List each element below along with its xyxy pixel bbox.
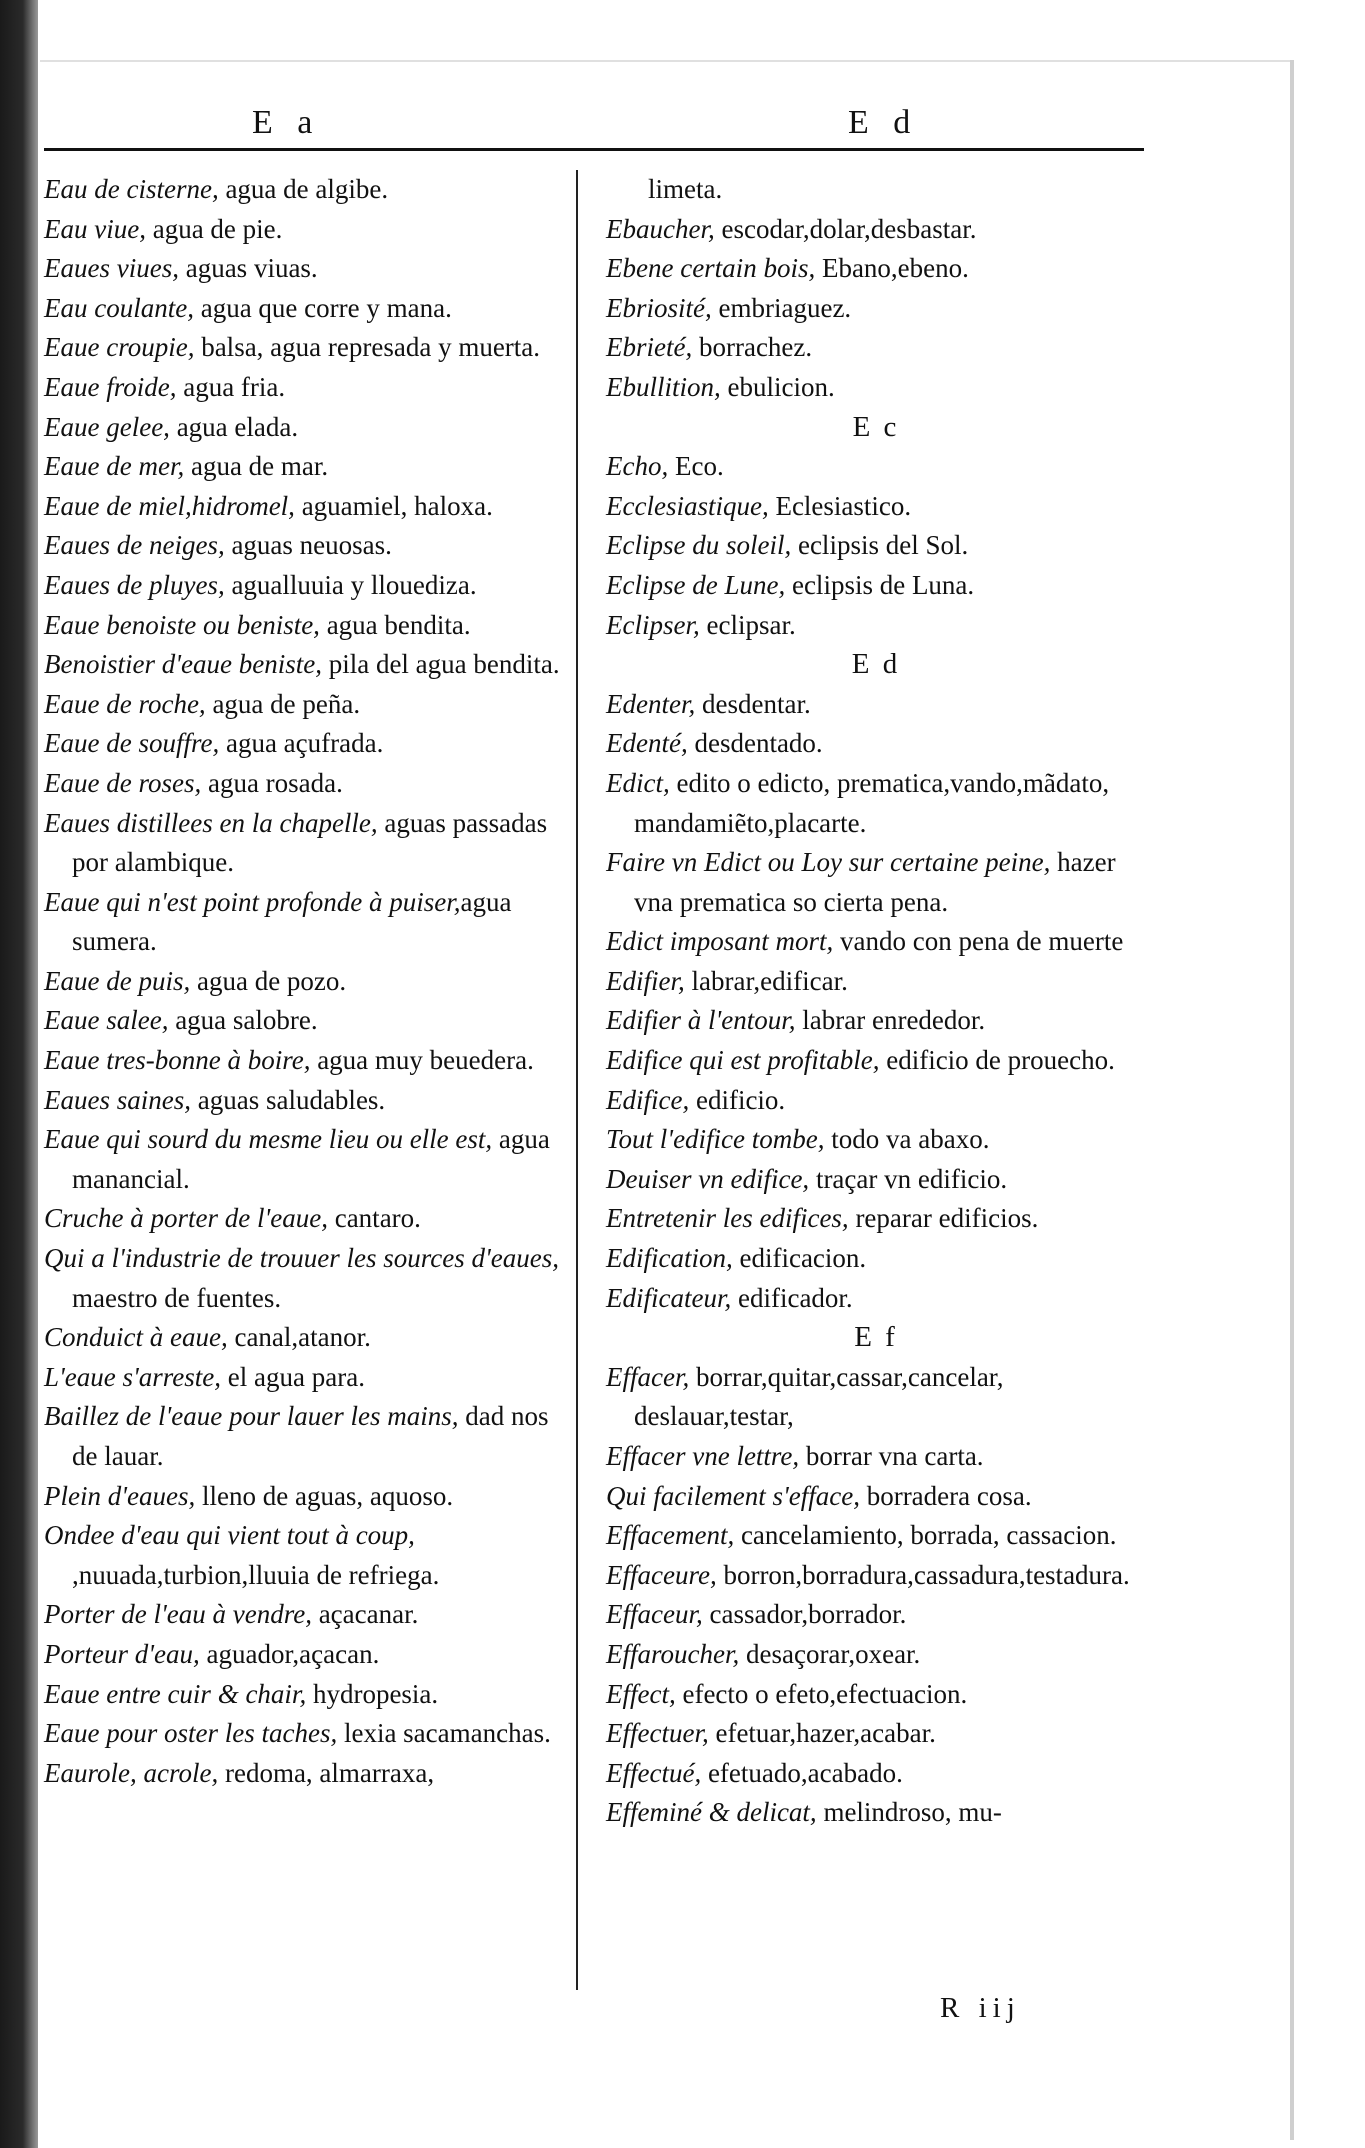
- entry-headword: Eaurole, acrole,: [44, 1757, 219, 1788]
- entry-headword: Effectué,: [606, 1757, 702, 1788]
- entry-translation: labrar enrededor.: [795, 1005, 986, 1036]
- entry-headword: Effectuer,: [606, 1718, 709, 1749]
- entry-headword: Eaue benoiste ou beniste,: [44, 609, 320, 640]
- entry-headword: Eaue pour oster les taches,: [44, 1718, 338, 1749]
- entry-headword: Benoistier d'eaue beniste,: [44, 649, 322, 680]
- dictionary-entry: [44, 1318, 564, 1358]
- entries-ef: [606, 1358, 1146, 1833]
- entry-translation: hydropesia.: [306, 1678, 439, 1709]
- right-column: [606, 170, 1146, 1833]
- running-header: [0, 104, 1365, 154]
- entry-headword: Eclipse du soleil,: [606, 530, 792, 561]
- dictionary-entry: [44, 1199, 564, 1239]
- entry-headword: Effaroucher,: [606, 1638, 740, 1669]
- entry-headword: Eaues de pluyes,: [44, 569, 225, 600]
- continuation-line: limeta.: [648, 174, 723, 204]
- section-heading-ef: E f: [854, 1321, 898, 1354]
- dictionary-entry: [44, 328, 564, 368]
- entry-headword: Qui facilement s'efface,: [606, 1480, 860, 1511]
- dictionary-entry: [44, 1358, 564, 1398]
- entry-headword: Plein d'eaues,: [44, 1480, 196, 1511]
- dictionary-entry: [44, 724, 564, 764]
- entry-translation: cancelamiento, borrada, cassacion.: [734, 1520, 1117, 1551]
- entry-headword: Edict imposant mort,: [606, 926, 834, 957]
- entry-translation: balsa, agua represada y muerta.: [194, 332, 541, 363]
- entry-headword: Conduict à eaue,: [44, 1322, 228, 1353]
- dictionary-entry: [44, 368, 564, 408]
- entry-headword: Ecclesiastique,: [606, 490, 769, 521]
- entry-translation: edificio.: [689, 1084, 786, 1115]
- dictionary-entry: [606, 1081, 1146, 1121]
- entry-translation: açacanar.: [311, 1599, 419, 1630]
- entry-headword: Porter de l'eau à vendre,: [44, 1599, 312, 1630]
- entry-translation: borradera cosa.: [859, 1480, 1032, 1511]
- entry-headword: Eaues distillees en la chapelle,: [44, 807, 378, 838]
- dictionary-entry: [606, 1120, 1146, 1160]
- entry-headword: Eaues viues,: [44, 253, 179, 284]
- entry-translation: eclipsis del Sol.: [791, 530, 969, 561]
- dictionary-entry: [606, 1279, 1146, 1319]
- dictionary-entry: [606, 764, 1146, 843]
- entry-headword: Eaue de souffre,: [44, 728, 220, 759]
- dictionary-entry: [606, 1595, 1146, 1635]
- dictionary-entry: [606, 447, 1146, 487]
- entry-headword: Effacement,: [606, 1520, 735, 1551]
- entry-translation: agua que corre y mana.: [193, 292, 452, 323]
- entry-translation: escodar,dolar,desbastar.: [714, 213, 977, 244]
- dictionary-entry: [606, 606, 1146, 646]
- signature-mark: R iij: [940, 1992, 1021, 2024]
- entry-headword: Deuiser vn edifice,: [606, 1163, 810, 1194]
- entry-translation: cassador,borrador.: [702, 1599, 907, 1630]
- dictionary-entry: [606, 1199, 1146, 1239]
- entries-eb: [606, 210, 1146, 408]
- entry-translation: agua de mar.: [184, 451, 329, 482]
- dictionary-entry: [44, 804, 564, 883]
- entry-translation: agua sumera.: [72, 886, 512, 957]
- entry-translation: agua muy beuedera.: [310, 1045, 534, 1076]
- entry-translation: embriaguez.: [711, 292, 852, 323]
- entry-headword: Edifier à l'entour,: [606, 1005, 796, 1036]
- entry-headword: Eaue de miel,hidromel,: [44, 490, 295, 521]
- entry-translation: agua de peña.: [205, 688, 361, 719]
- dictionary-entry: [606, 1556, 1146, 1596]
- header-right: E d: [848, 104, 919, 141]
- dictionary-entry: [606, 922, 1146, 962]
- entry-translation: agua açufrada.: [219, 728, 384, 759]
- entry-headword: Ebullition,: [606, 371, 721, 402]
- entry-translation: ebulicion.: [720, 371, 835, 402]
- entry-translation: Ebano,ebeno.: [815, 253, 969, 284]
- dictionary-entry: [44, 1714, 564, 1754]
- page-top-edge: [40, 60, 1292, 62]
- dictionary-entry: [606, 962, 1146, 1002]
- entry-translation: vando con pena de muerte: [833, 926, 1124, 957]
- entry-headword: Edifice qui est profitable,: [606, 1045, 880, 1076]
- entry-translation: edito o edicto, prematica,vando,mãdato, mandamiẽto,placarte.: [634, 767, 1110, 838]
- entry-headword: Qui a l'industrie de trouuer les sources d'eaues,: [44, 1243, 559, 1274]
- entry-translation: hazer vna prematica so cierta pena.: [634, 847, 1116, 917]
- entry-translation: redoma, almarraxa,: [218, 1757, 435, 1788]
- dictionary-entry: [606, 1160, 1146, 1200]
- header-left: E a: [252, 104, 321, 141]
- entry-headword: Effaceur,: [606, 1599, 703, 1630]
- entry-translation: efetuar,hazer,acabar.: [708, 1718, 936, 1749]
- entry-translation: efecto o efeto,efectuacion.: [675, 1678, 968, 1709]
- entry-headword: Eaue de roche,: [44, 688, 206, 719]
- entry-headword: Edificateur,: [606, 1282, 732, 1313]
- section-heading-ed: E d: [851, 648, 901, 681]
- entry-translation: traçar vn edificio.: [809, 1163, 1008, 1194]
- entry-translation: agua de pozo.: [190, 965, 347, 996]
- dictionary-entry: [44, 1120, 564, 1199]
- entry-translation: edificador.: [731, 1282, 853, 1313]
- dictionary-entry: [44, 1675, 564, 1715]
- dictionary-entry: [44, 170, 564, 210]
- dictionary-entry: [606, 487, 1146, 527]
- book-spine-shadow: [0, 0, 38, 2148]
- entry-translation: el agua para.: [221, 1361, 365, 1392]
- entry-headword: Eau viue,: [44, 213, 146, 244]
- entry-translation: agua fria.: [176, 371, 286, 402]
- entry-headword: Effect,: [606, 1678, 676, 1709]
- entries-ec: [606, 447, 1146, 645]
- entry-headword: Ebene certain bois,: [606, 253, 816, 284]
- entry-translation: pila del agua bendita.: [321, 649, 560, 680]
- dictionary-entry: [44, 1397, 564, 1476]
- entry-translation: agualluuia y llouediza.: [224, 569, 477, 600]
- entry-translation: aguador,açacan.: [199, 1638, 380, 1669]
- header-rule: [44, 148, 1144, 151]
- dictionary-entry: [44, 249, 564, 289]
- entry-headword: Tout l'edifice tombe,: [606, 1124, 825, 1155]
- entry-headword: Eclipse de Lune,: [606, 569, 786, 600]
- dictionary-entry: [44, 1081, 564, 1121]
- entry-translation: agua de pie.: [145, 213, 283, 244]
- entry-translation: agua elada.: [169, 411, 299, 442]
- entry-translation: reparar edificios.: [848, 1203, 1039, 1234]
- dictionary-entry: [606, 1437, 1146, 1477]
- entry-translation: aguas saludables.: [190, 1084, 386, 1115]
- column-divider: [576, 170, 578, 1990]
- entry-headword: Eaue salee,: [44, 1005, 169, 1036]
- dictionary-entry: [606, 724, 1146, 764]
- dictionary-entry: [606, 1793, 1146, 1833]
- entry-headword: Ebriosité,: [606, 292, 712, 323]
- entry-headword: Eaue qui sourd du mesme lieu ou elle est,: [44, 1124, 493, 1155]
- entry-translation: borrar vna carta.: [799, 1441, 984, 1471]
- entry-headword: Edification,: [606, 1243, 733, 1274]
- dictionary-entry: [44, 566, 564, 606]
- entry-translation: desaçorar,oxear.: [739, 1638, 921, 1669]
- entry-headword: Eaue de roses,: [44, 767, 202, 798]
- entry-translation: desdentar.: [695, 688, 811, 719]
- entry-headword: Baillez de l'eaue pour lauer les mains,: [44, 1401, 459, 1432]
- entry-translation: Eco.: [668, 451, 724, 482]
- entry-translation: agua manancial.: [72, 1124, 550, 1194]
- entry-headword: Eaue croupie,: [44, 332, 195, 363]
- dictionary-entry: [44, 1041, 564, 1081]
- dictionary-entry: [44, 1239, 564, 1318]
- entry-headword: Effeminé & delicat,: [606, 1797, 817, 1828]
- entry-translation: maestro de fuentes.: [72, 1282, 282, 1313]
- entry-headword: Eau de cisterne,: [44, 174, 219, 204]
- entry-headword: Eaue gelee,: [44, 411, 170, 442]
- entry-translation: agua rosada.: [201, 767, 343, 798]
- dictionary-entry: [606, 1516, 1146, 1556]
- dictionary-entry: [44, 1595, 564, 1635]
- dictionary-entry: [606, 368, 1146, 408]
- entry-translation: cantaro.: [327, 1203, 421, 1234]
- entry-translation: efetuado,acabado.: [701, 1757, 903, 1788]
- dictionary-entry: [606, 526, 1146, 566]
- entry-headword: Eaue froide,: [44, 371, 177, 402]
- dictionary-entry: [606, 1714, 1146, 1754]
- entry-headword: Echo,: [606, 451, 669, 482]
- dictionary-entry: [44, 447, 564, 487]
- entry-translation: melindroso, mu-: [816, 1797, 1002, 1828]
- entry-headword: Eaues saines,: [44, 1084, 191, 1115]
- dictionary-entry: [44, 962, 564, 1002]
- dictionary-entry: [606, 210, 1146, 250]
- entry-translation: labrar,edificar.: [684, 965, 848, 996]
- dictionary-entry: [606, 1675, 1146, 1715]
- entry-translation: borron,borradura,cassadura,testadura.: [716, 1559, 1130, 1590]
- entry-headword: Porteur d'eau,: [44, 1638, 200, 1669]
- dictionary-entry: [606, 685, 1146, 725]
- dictionary-entry: [606, 566, 1146, 606]
- entry-headword: Faire vn Edict ou Loy sur certaine peine,: [606, 847, 1051, 878]
- dictionary-entry: [44, 685, 564, 725]
- entry-translation: eclipsar.: [699, 609, 796, 640]
- dictionary-entry: [606, 289, 1146, 329]
- entry-headword: Ondee d'eau qui vient tout à coup,: [44, 1520, 415, 1551]
- entry-headword: L'eaue s'arreste,: [44, 1361, 222, 1392]
- entry-translation: desdentado.: [687, 728, 823, 759]
- entry-translation: lexia sacamanchas.: [337, 1718, 551, 1749]
- entry-headword: Ebaucher,: [606, 213, 715, 244]
- entry-translation: borrachez.: [692, 332, 813, 363]
- dictionary-entry: [44, 408, 564, 448]
- dictionary-entry: [606, 1477, 1146, 1517]
- entry-headword: Edict,: [606, 767, 670, 798]
- dictionary-entry: [44, 289, 564, 329]
- dictionary-entry: [44, 210, 564, 250]
- dictionary-entry: [44, 1477, 564, 1517]
- entry-headword: Eclipser,: [606, 609, 700, 640]
- dictionary-entry: [606, 249, 1146, 289]
- entry-headword: Edifier,: [606, 965, 685, 996]
- entry-headword: Eaue entre cuir & chair,: [44, 1678, 307, 1709]
- dictionary-entry: [606, 1754, 1146, 1794]
- entry-headword: Eaue de puis,: [44, 965, 191, 996]
- entry-translation: Eclesiastico.: [768, 490, 912, 521]
- entry-translation: agua bendita.: [319, 609, 471, 640]
- entry-translation: canal,atanor.: [227, 1322, 371, 1353]
- dictionary-entry: [606, 1041, 1146, 1081]
- entry-translation: lleno de aguas, aquoso.: [195, 1480, 454, 1511]
- dictionary-entry: [606, 1239, 1146, 1279]
- entry-headword: Eaue de mer,: [44, 451, 185, 482]
- dictionary-entry: [44, 645, 564, 685]
- dictionary-entry: [44, 487, 564, 527]
- dictionary-entry: [44, 526, 564, 566]
- entry-translation: todo va abaxo.: [824, 1124, 990, 1155]
- dictionary-entry: [44, 606, 564, 646]
- entry-translation: edificio de prouecho.: [879, 1045, 1115, 1076]
- dictionary-entry: [606, 328, 1146, 368]
- dictionary-entry: [44, 1516, 564, 1595]
- entry-headword: Edenté,: [606, 728, 688, 759]
- entry-translation: aguamiel, haloxa.: [294, 490, 493, 521]
- entry-headword: Cruche à porter de l'eaue,: [44, 1203, 328, 1234]
- entry-headword: Effacer vne lettre,: [606, 1441, 800, 1471]
- entry-translation: eclipsis de Luna.: [785, 569, 975, 600]
- entry-translation: dad nos de lauar.: [72, 1401, 549, 1471]
- entry-translation: edificacion.: [732, 1243, 867, 1274]
- entry-headword: Effacer,: [606, 1361, 690, 1392]
- dictionary-entry: [44, 1001, 564, 1041]
- dictionary-entry: [606, 1635, 1146, 1675]
- entries-ed: [606, 685, 1146, 1319]
- dictionary-entry: [606, 1001, 1146, 1041]
- entry-translation: aguas neuosas.: [224, 530, 392, 561]
- entry-headword: Eau coulante,: [44, 292, 194, 323]
- entry-headword: Eaue tres-bonne à boire,: [44, 1045, 311, 1076]
- entry-headword: Entretenir les edifices,: [606, 1203, 849, 1234]
- dictionary-entry: [44, 1635, 564, 1675]
- entry-headword: Edenter,: [606, 688, 696, 719]
- entry-headword: Edifice,: [606, 1084, 690, 1115]
- dictionary-entry: [44, 1754, 564, 1794]
- left-column: [44, 170, 564, 1793]
- entry-headword: Eaues de neiges,: [44, 530, 225, 561]
- entry-headword: Ebrieté,: [606, 332, 693, 363]
- dictionary-entry: [44, 883, 564, 962]
- entry-translation: aguas passadas por alambique.: [72, 807, 548, 878]
- entry-headword: Effaceure,: [606, 1559, 717, 1590]
- page-right-edge: [1290, 60, 1294, 2140]
- entry-headword: Eaue qui n'est point profonde à puiser,: [44, 886, 461, 917]
- dictionary-entry: [606, 843, 1146, 922]
- entry-translation: agua salobre.: [168, 1005, 318, 1036]
- entry-translation: agua de algibe.: [218, 174, 389, 204]
- section-heading-ec: E c: [852, 410, 900, 443]
- dictionary-entry: [44, 764, 564, 804]
- entry-translation: ,nuuada,turbion,lluuia de refriega.: [72, 1559, 440, 1590]
- entry-translation: aguas viuas.: [178, 253, 318, 284]
- dictionary-entry: [606, 1358, 1146, 1437]
- entry-translation: borrar,quitar,cassar,cancelar, deslauar,testar,: [634, 1361, 1004, 1432]
